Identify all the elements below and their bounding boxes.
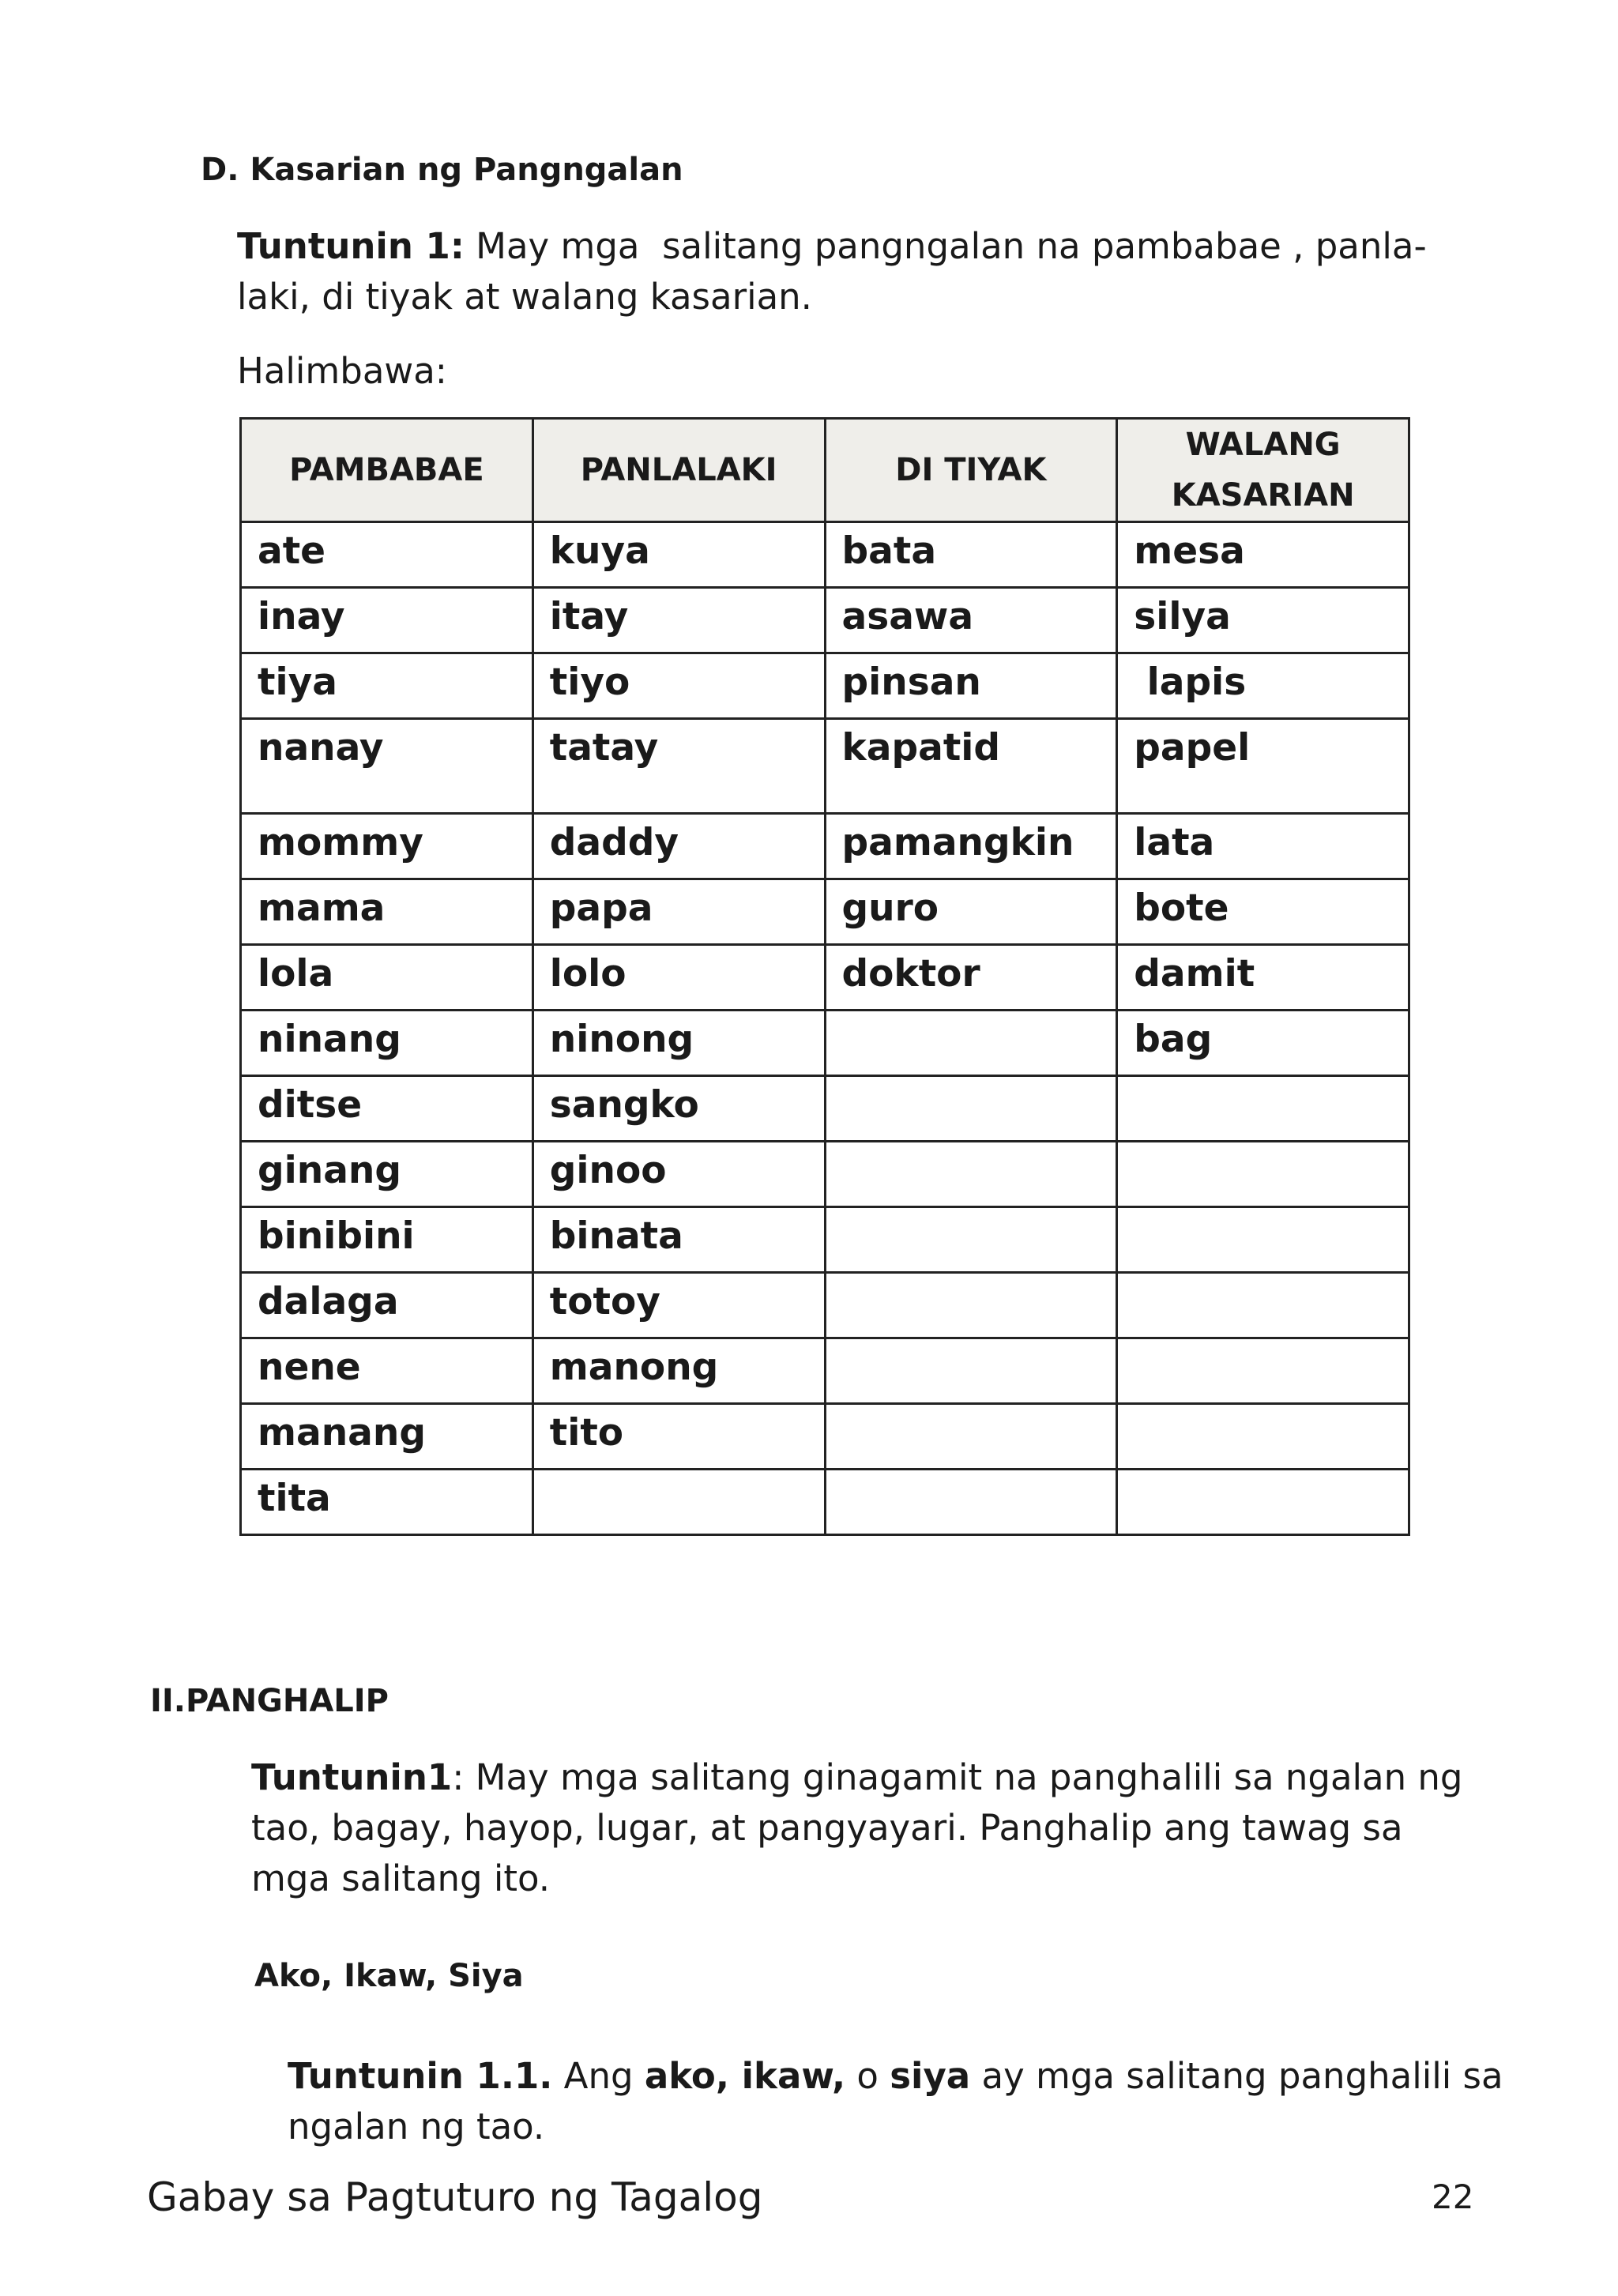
- cell-pambabae: ate: [241, 522, 533, 588]
- cell-di-tiyak: [825, 1338, 1117, 1404]
- cell-pambabae: inay: [241, 588, 533, 653]
- cell-walang-kasarian: papel: [1117, 719, 1409, 814]
- cell-panlalaki: sangko: [532, 1076, 825, 1142]
- cell-pambabae: tita: [241, 1470, 533, 1535]
- sub-rule-paragraph: [288, 2051, 1503, 2152]
- cell-walang-kasarian: [1117, 1404, 1409, 1470]
- rule-1-paragraph: [237, 221, 1427, 322]
- table-row: [241, 588, 1409, 653]
- table-row: [241, 1470, 1409, 1535]
- table-row: [241, 1011, 1409, 1076]
- sub-rule-line2: ngalan ng tao.: [288, 2106, 545, 2147]
- cell-pambabae: mommy: [241, 814, 533, 879]
- cell-di-tiyak: pamangkin: [825, 814, 1117, 879]
- cell-di-tiyak: pinsan: [825, 653, 1117, 719]
- section-heading-ii: II.PANGHALIP: [150, 1683, 389, 1719]
- cell-walang-kasarian: [1117, 1207, 1409, 1273]
- table-row: [241, 1404, 1409, 1470]
- cell-panlalaki: binata: [532, 1207, 825, 1273]
- cell-pambabae: ditse: [241, 1076, 533, 1142]
- cell-panlalaki: lolo: [532, 945, 825, 1011]
- cell-pambabae: tiya: [241, 653, 533, 719]
- panghalip-rule-paragraph: [251, 1752, 1463, 1904]
- cell-walang-kasarian: [1117, 1076, 1409, 1142]
- cell-panlalaki: kuya: [532, 522, 825, 588]
- cell-pambabae: nene: [241, 1338, 533, 1404]
- cell-panlalaki: manong: [532, 1338, 825, 1404]
- rule-1-text-line2: laki, di tiyak at walang kasarian.: [237, 276, 812, 318]
- panghalip-rule-line3: mga salitang ito.: [251, 1858, 551, 1899]
- cell-panlalaki: papa: [532, 879, 825, 945]
- page-number: 22: [1432, 2177, 1474, 2216]
- cell-panlalaki: daddy: [532, 814, 825, 879]
- table-header-row: [241, 419, 1409, 522]
- cell-panlalaki: itay: [532, 588, 825, 653]
- cell-di-tiyak: doktor: [825, 945, 1117, 1011]
- rule-1-label: Tuntunin 1:: [237, 225, 465, 267]
- sub-rule-label: Tuntunin 1.1.: [288, 2055, 553, 2097]
- header-di-tiyak: DI TIYAK: [825, 419, 1117, 522]
- cell-pambabae: ginang: [241, 1142, 533, 1207]
- table-row: [241, 1338, 1409, 1404]
- cell-walang-kasarian: bag: [1117, 1011, 1409, 1076]
- cell-walang-kasarian: silya: [1117, 588, 1409, 653]
- cell-di-tiyak: [825, 1076, 1117, 1142]
- cell-di-tiyak: [825, 1011, 1117, 1076]
- header-walang-kasarian: WALANG KASARIAN: [1117, 419, 1409, 522]
- cell-walang-kasarian: [1117, 1338, 1409, 1404]
- cell-pambabae: binibini: [241, 1207, 533, 1273]
- cell-di-tiyak: [825, 1470, 1117, 1535]
- cell-panlalaki: ginoo: [532, 1142, 825, 1207]
- sub-rule-text-b: o: [845, 2055, 890, 2097]
- sub-rule-text-a: Ang: [552, 2055, 645, 2097]
- table-row: [241, 1273, 1409, 1338]
- cell-di-tiyak: [825, 1207, 1117, 1273]
- cell-di-tiyak: guro: [825, 879, 1117, 945]
- cell-di-tiyak: [825, 1273, 1117, 1338]
- header-pambabae: PAMBABAE: [241, 419, 533, 522]
- cell-walang-kasarian: mesa: [1117, 522, 1409, 588]
- table-row: [241, 1076, 1409, 1142]
- table-row: [241, 1142, 1409, 1207]
- panghalip-rule-label: Tuntunin1: [251, 1756, 453, 1798]
- cell-di-tiyak: asawa: [825, 588, 1117, 653]
- sub-rule-text-c: ay mga salitang panghalili sa: [970, 2055, 1503, 2097]
- cell-pambabae: manang: [241, 1404, 533, 1470]
- cell-pambabae: mama: [241, 879, 533, 945]
- table-row: [241, 879, 1409, 945]
- cell-panlalaki: ninong: [532, 1011, 825, 1076]
- cell-pambabae: lola: [241, 945, 533, 1011]
- table-row: [241, 1207, 1409, 1273]
- cell-walang-kasarian: bote: [1117, 879, 1409, 945]
- cell-walang-kasarian: [1117, 1470, 1409, 1535]
- cell-di-tiyak: [825, 1404, 1117, 1470]
- table-row: [241, 522, 1409, 588]
- footer-title: Gabay sa Pagtuturo ng Tagalog: [147, 2174, 763, 2220]
- rule-1-text-line1: May mga salitang pangngalan na pambabae , panla-: [464, 225, 1427, 267]
- sub-rule-bold-1: ako, ikaw,: [644, 2055, 846, 2097]
- table-row: [241, 945, 1409, 1011]
- header-panlalaki: PANLALAKI: [532, 419, 825, 522]
- cell-pambabae: nanay: [241, 719, 533, 814]
- cell-panlalaki: tatay: [532, 719, 825, 814]
- table-body: [241, 522, 1409, 1535]
- panghalip-rule-line1: : May mga salitang ginagamit na panghalili sa ngalan ng: [452, 1756, 1463, 1798]
- panghalip-rule-line2: tao, bagay, hayop, lugar, at pangyayari. Panghalip ang tawag sa: [251, 1807, 1403, 1849]
- cell-di-tiyak: bata: [825, 522, 1117, 588]
- cell-panlalaki: totoy: [532, 1273, 825, 1338]
- cell-panlalaki: [532, 1470, 825, 1535]
- cell-walang-kasarian: [1117, 1273, 1409, 1338]
- sub-rule-bold-2: siya: [890, 2055, 971, 2097]
- cell-di-tiyak: [825, 1142, 1117, 1207]
- table-row: [241, 814, 1409, 879]
- cell-pambabae: dalaga: [241, 1273, 533, 1338]
- gender-table: [239, 417, 1410, 1536]
- cell-walang-kasarian: damit: [1117, 945, 1409, 1011]
- table-row: [241, 653, 1409, 719]
- cell-panlalaki: tiyo: [532, 653, 825, 719]
- cell-pambabae: ninang: [241, 1011, 533, 1076]
- cell-walang-kasarian: lapis: [1117, 653, 1409, 719]
- cell-walang-kasarian: [1117, 1142, 1409, 1207]
- cell-walang-kasarian: lata: [1117, 814, 1409, 879]
- cell-panlalaki: tito: [532, 1404, 825, 1470]
- table-row: [241, 719, 1409, 814]
- pronoun-subheading: Ako, Ikaw, Siya: [254, 1958, 524, 1994]
- cell-di-tiyak: kapatid: [825, 719, 1117, 814]
- example-label: Halimbawa:: [237, 350, 447, 392]
- section-heading-d: D. Kasarian ng Pangngalan: [201, 152, 683, 188]
